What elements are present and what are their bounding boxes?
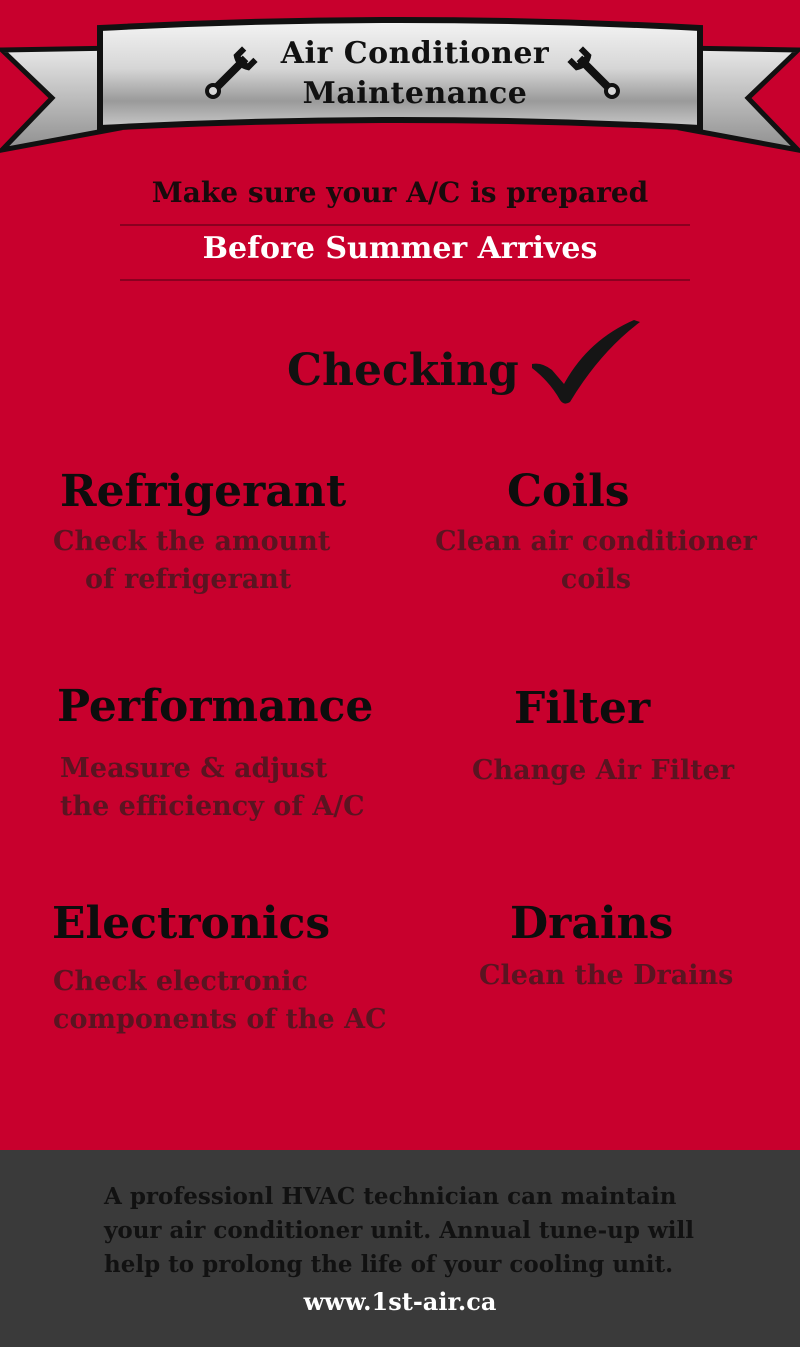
- checkmark-icon: [528, 312, 643, 407]
- intro-line-1: Make sure your A/C is prepared: [151, 176, 649, 209]
- desc-line: coils: [560, 564, 632, 595]
- website-link[interactable]: www.1st-air.ca: [303, 1287, 497, 1316]
- title-line-2: Maintenance: [302, 76, 528, 111]
- item-desc-refrigerant: [53, 523, 330, 599]
- desc-line: the efficiency of A/C: [60, 791, 365, 822]
- footer-line: your air conditioner unit. Annual tune-up will: [104, 1217, 694, 1244]
- desc-line: Change Air Filter: [472, 755, 735, 786]
- item-desc-electronics: [53, 963, 387, 1039]
- desc-line: Clean the Drains: [479, 960, 734, 991]
- item-title-performance: Performance: [57, 681, 374, 732]
- desc-line: Clean air conditioner: [435, 526, 757, 557]
- item-title-electronics: Electronics: [52, 898, 331, 949]
- footer-line: help to prolong the life of your cooling unit.: [104, 1251, 674, 1278]
- checking-heading: Checking: [287, 345, 519, 396]
- item-desc-coils: [426, 523, 766, 599]
- item-title-coils: Coils: [507, 466, 630, 517]
- item-desc-filter: [472, 752, 734, 790]
- divider: [120, 224, 690, 226]
- desc-line: Check electronic: [53, 966, 308, 997]
- item-title-filter: Filter: [514, 683, 651, 734]
- desc-line: components of the AC: [53, 1004, 387, 1035]
- desc-line: Check the amount: [53, 526, 331, 557]
- page-title: [250, 34, 580, 114]
- item-desc-drains: [479, 957, 733, 995]
- item-desc-performance: [60, 750, 365, 826]
- divider: [120, 279, 690, 281]
- item-title-refrigerant: Refrigerant: [60, 466, 347, 517]
- intro-line-2: Before Summer Arrives: [202, 231, 598, 266]
- item-title-drains: Drains: [510, 898, 674, 949]
- title-line-1: Air Conditioner: [280, 36, 550, 71]
- desc-line: Measure & adjust: [60, 753, 328, 784]
- desc-line: of refrigerant: [85, 564, 292, 595]
- footer-text: [104, 1180, 744, 1282]
- footer-line: A professionl HVAC technician can maintain: [104, 1183, 677, 1210]
